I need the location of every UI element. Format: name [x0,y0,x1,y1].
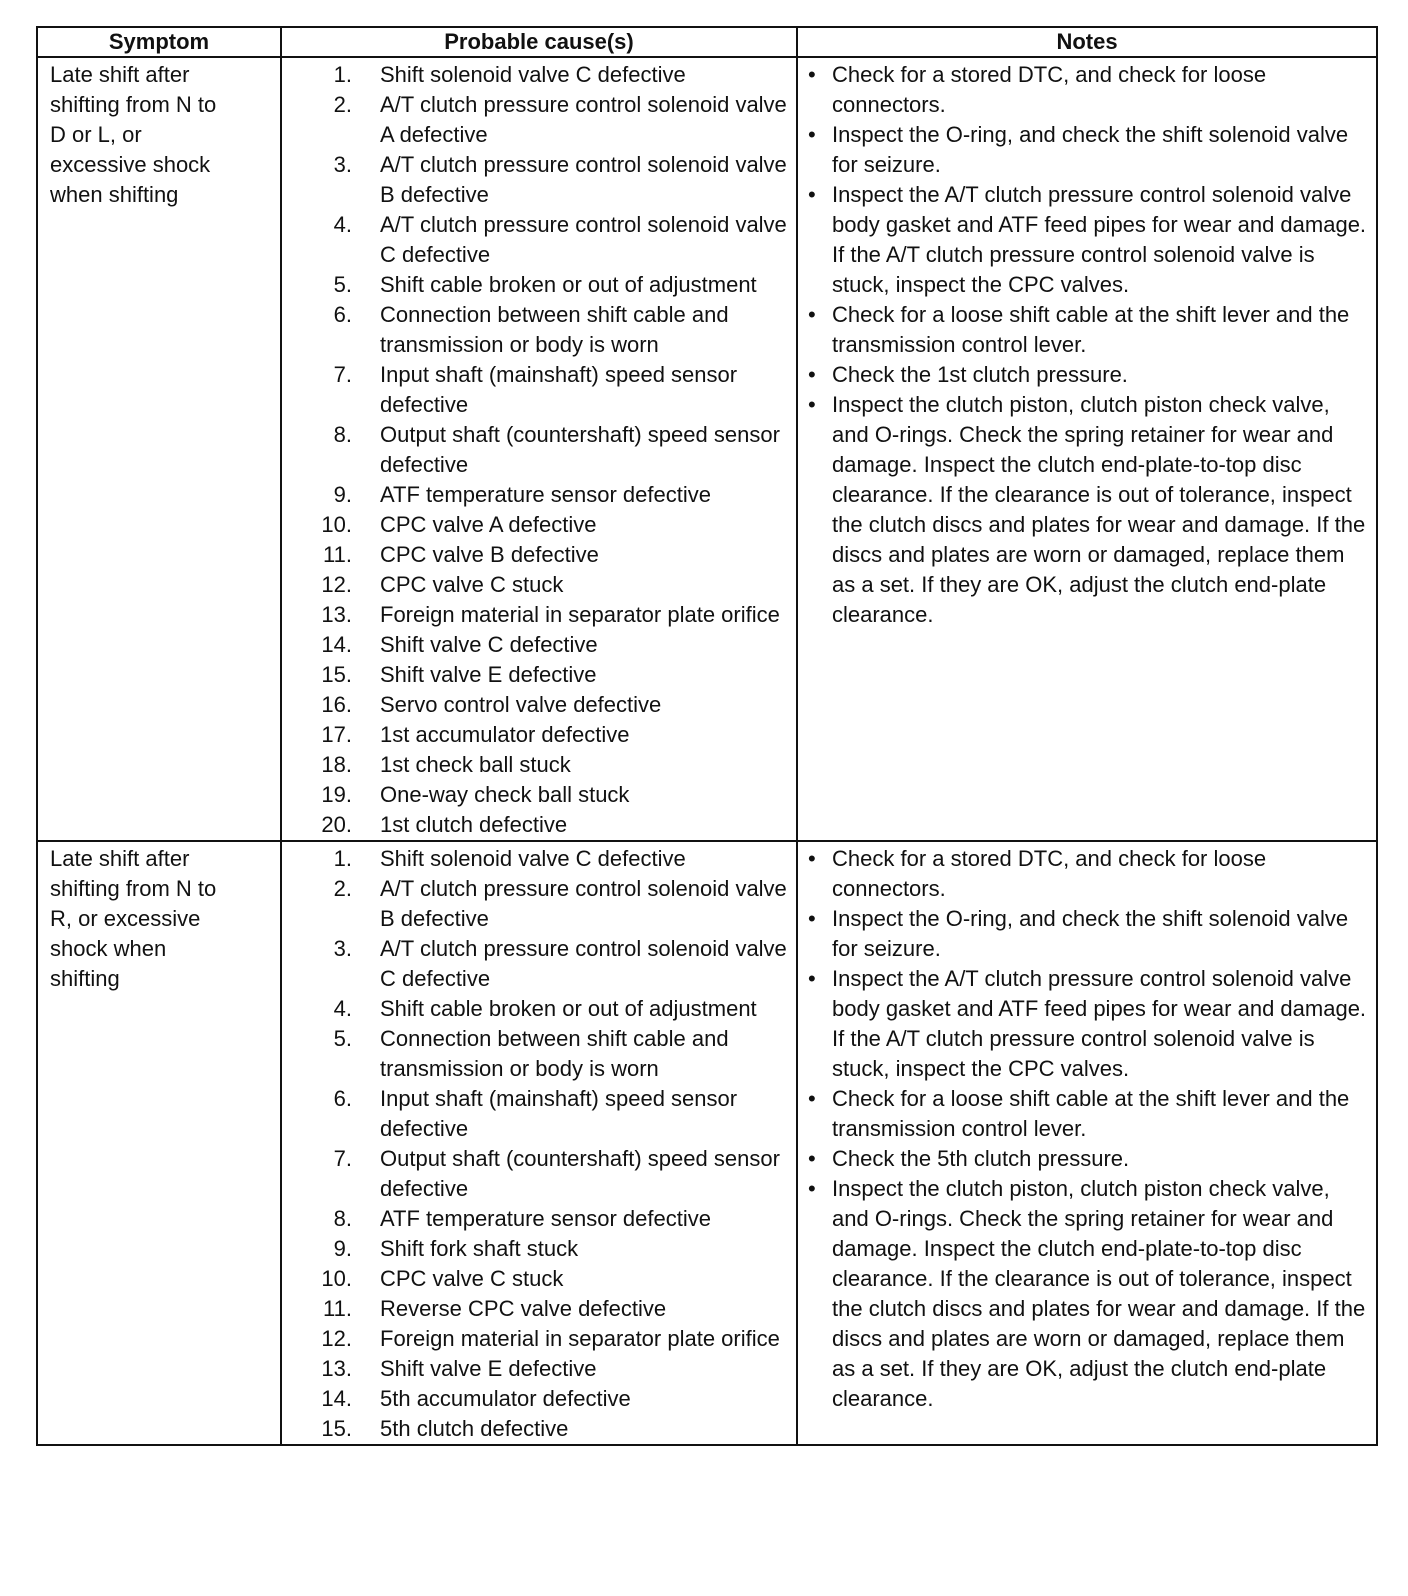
bullet-icon: • [808,182,816,207]
cause-text: A/T clutch pressure control solenoid valve B defective [380,876,787,931]
cause-text: Foreign material in separator plate orifice [380,1326,780,1351]
cause-item [282,660,796,690]
cause-number: 11. [323,542,352,567]
cause-text: Shift cable broken or out of adjustment [380,272,757,297]
cause-number: 19. [321,782,352,807]
symptom-text: Late shift after shifting from N to R, or excessive shock when shifting [50,846,217,991]
cause-text: CPC valve A defective [380,512,597,537]
cause-item [282,1204,796,1234]
cause-item [282,480,796,510]
cause-text: Servo control valve defective [380,692,662,717]
cause-number: 15. [321,1416,352,1441]
cause-number: 1. [333,846,352,871]
cause-text: Shift fork shaft stuck [380,1236,579,1261]
cause-item [282,360,796,420]
cause-number: 3. [333,152,352,177]
symptom-cell [38,842,282,1444]
cause-number: 7. [333,1146,352,1171]
cause-item [282,1324,796,1354]
note-text: Check the 1st clutch pressure. [832,362,1128,387]
note-item [808,1084,1372,1144]
cause-number: 13. [321,602,352,627]
cause-item [282,420,796,480]
cause-text: 1st clutch defective [380,812,568,837]
header-probable-causes: Probable cause(s) [282,28,798,56]
note-text: Inspect the clutch piston, clutch piston check valve, and O-rings. Check the spring retainer for wear and damage. Inspect the clutch end-plate-to-top disc clearance. If the clearance is out of tolerance, inspect the clutch discs and plates for wear and damage. If the discs and plates are worn or damaged, replace them as a set. If they are OK, adjust the clutch end-plate clearance. [832,392,1366,627]
note-item [808,1144,1372,1174]
notes-cell [798,58,1376,840]
cause-text: Reverse CPC valve defective [380,1296,667,1321]
cause-item [282,1024,796,1084]
cause-number: 7. [333,362,352,387]
cause-text: Shift solenoid valve C defective [380,62,686,87]
cause-number: 14. [321,1386,352,1411]
cause-text: Shift solenoid valve C defective [380,846,686,871]
note-item [808,360,1372,390]
cause-text: 5th clutch defective [380,1416,569,1441]
cause-number: 2. [333,876,352,901]
cause-number: 3. [333,936,352,961]
cause-text: CPC valve C stuck [380,1266,564,1291]
cause-number: 17. [321,722,352,747]
cause-number: 1. [333,62,352,87]
cause-item [282,1084,796,1144]
cause-number: 18. [321,752,352,777]
cause-text: A/T clutch pressure control solenoid valve A defective [380,92,787,147]
symptom-text: Late shift after shifting from N to D or L, or excessive shock when shifting [50,62,217,207]
cause-text: CPC valve C stuck [380,572,564,597]
cause-number: 16. [321,692,352,717]
cause-number: 9. [333,1236,352,1261]
cause-number: 11. [323,1296,352,1321]
cause-item [282,994,796,1024]
cause-number: 6. [333,302,352,327]
note-item [808,1174,1372,1414]
cause-text: Output shaft (countershaft) speed sensor defective [380,1146,780,1201]
note-item [808,300,1372,360]
cause-item [282,1234,796,1264]
header-symptom: Symptom [38,28,282,56]
cause-item [282,690,796,720]
cause-text: Output shaft (countershaft) speed sensor defective [380,422,780,477]
note-item [808,844,1372,904]
header-notes: Notes [1056,29,1118,54]
troubleshooting-table [36,26,1378,1446]
note-item [808,120,1372,180]
cause-number: 10. [321,1266,352,1291]
cause-item [282,510,796,540]
note-text: Inspect the A/T clutch pressure control solenoid valve body gasket and ATF feed pipes for wear and damage. If the A/T clutch pressure control solenoid valve is stuck, inspect the CPC valves. [832,966,1367,1081]
cause-number: 12. [321,572,352,597]
table-row [38,840,1376,1444]
cause-item [282,934,796,994]
cause-text: ATF temperature sensor defective [380,1206,711,1231]
cause-number: 9. [333,482,352,507]
bullet-icon: • [808,62,816,87]
cause-number: 5. [333,1026,352,1051]
cause-text: A/T clutch pressure control solenoid valve C defective [380,212,787,267]
note-text: Inspect the clutch piston, clutch piston check valve, and O-rings. Check the spring retainer for wear and damage. Inspect the clutch end-plate-to-top disc clearance. If the clearance is out of tolerance, inspect the clutch discs and plates for wear and damage. If the discs and plates are worn or damaged, replace them as a set. If they are OK, adjust the clutch end-plate clearance. [832,1176,1366,1411]
cause-text: Shift cable broken or out of adjustment [380,996,757,1021]
cause-text: ATF temperature sensor defective [380,482,711,507]
cause-text: A/T clutch pressure control solenoid valve B defective [380,152,787,207]
note-text: Check for a loose shift cable at the shift lever and the transmission control lever. [832,1086,1350,1141]
note-text: Inspect the A/T clutch pressure control solenoid valve body gasket and ATF feed pipes for wear and damage. If the A/T clutch pressure control solenoid valve is stuck, inspect the CPC valves. [832,182,1367,297]
bullet-icon: • [808,302,816,327]
cause-number: 10. [321,512,352,537]
cause-number: 4. [333,212,352,237]
cause-number: 5. [333,272,352,297]
cause-text: Connection between shift cable and transmission or body is worn [380,1026,729,1081]
probable-causes-cell [282,58,798,840]
cause-item [282,210,796,270]
notes-cell [798,842,1376,1444]
cause-text: Foreign material in separator plate orifice [380,602,780,627]
cause-text: Shift valve E defective [380,662,597,687]
note-item [808,180,1372,300]
cause-item [282,1144,796,1204]
bullet-icon: • [808,362,816,387]
bullet-icon: • [808,392,816,417]
cause-text: Input shaft (mainshaft) speed sensor defective [380,362,738,417]
cause-item [282,780,796,810]
cause-number: 20. [321,812,352,837]
cause-text: A/T clutch pressure control solenoid valve C defective [380,936,787,991]
cause-number: 2. [333,92,352,117]
note-text: Check for a loose shift cable at the shift lever and the transmission control lever. [832,302,1350,357]
cause-item [282,540,796,570]
cause-number: 15. [321,662,352,687]
note-text: Check for a stored DTC, and check for loose connectors. [832,62,1267,117]
cause-text: CPC valve B defective [380,542,599,567]
note-item [808,390,1372,630]
cause-item [282,570,796,600]
cause-text: Shift valve C defective [380,632,598,657]
bullet-icon: • [808,846,816,871]
note-item [808,964,1372,1084]
table-row [38,56,1376,840]
probable-causes-cell [282,842,798,1444]
cause-number: 8. [333,1206,352,1231]
cause-item [282,600,796,630]
cause-item [282,300,796,360]
cause-number: 13. [321,1356,352,1381]
table-header-row [38,28,1376,56]
cause-text: Shift valve E defective [380,1356,597,1381]
bullet-icon: • [808,966,816,991]
bullet-icon: • [808,122,816,147]
cause-item [282,1264,796,1294]
cause-item [282,874,796,934]
note-text: Check for a stored DTC, and check for loose connectors. [832,846,1267,901]
note-item [808,60,1372,120]
cause-item [282,1354,796,1384]
cause-item [282,90,796,150]
cause-item [282,150,796,210]
cause-item [282,1414,796,1444]
cause-number: 4. [333,996,352,1021]
bullet-icon: • [808,906,816,931]
cause-number: 14. [321,632,352,657]
cause-item [282,844,796,874]
symptom-cell [38,58,282,840]
cause-item [282,1384,796,1414]
cause-number: 12. [321,1326,352,1351]
bullet-icon: • [808,1146,816,1171]
cause-item [282,630,796,660]
cause-item [282,270,796,300]
cause-item [282,60,796,90]
cause-item [282,720,796,750]
note-text: Check the 5th clutch pressure. [832,1146,1130,1171]
cause-text: Connection between shift cable and transmission or body is worn [380,302,729,357]
cause-number: 6. [333,1086,352,1111]
cause-number: 8. [333,422,352,447]
note-item [808,904,1372,964]
note-text: Inspect the O-ring, and check the shift solenoid valve for seizure. [832,122,1349,177]
cause-text: 1st accumulator defective [380,722,630,747]
cause-text: One-way check ball stuck [380,782,630,807]
bullet-icon: • [808,1086,816,1111]
cause-text: 1st check ball stuck [380,752,571,777]
cause-text: 5th accumulator defective [380,1386,631,1411]
cause-item [282,750,796,780]
bullet-icon: • [808,1176,816,1201]
cause-item [282,1294,796,1324]
note-text: Inspect the O-ring, and check the shift solenoid valve for seizure. [832,906,1349,961]
cause-item [282,810,796,840]
cause-text: Input shaft (mainshaft) speed sensor defective [380,1086,738,1141]
